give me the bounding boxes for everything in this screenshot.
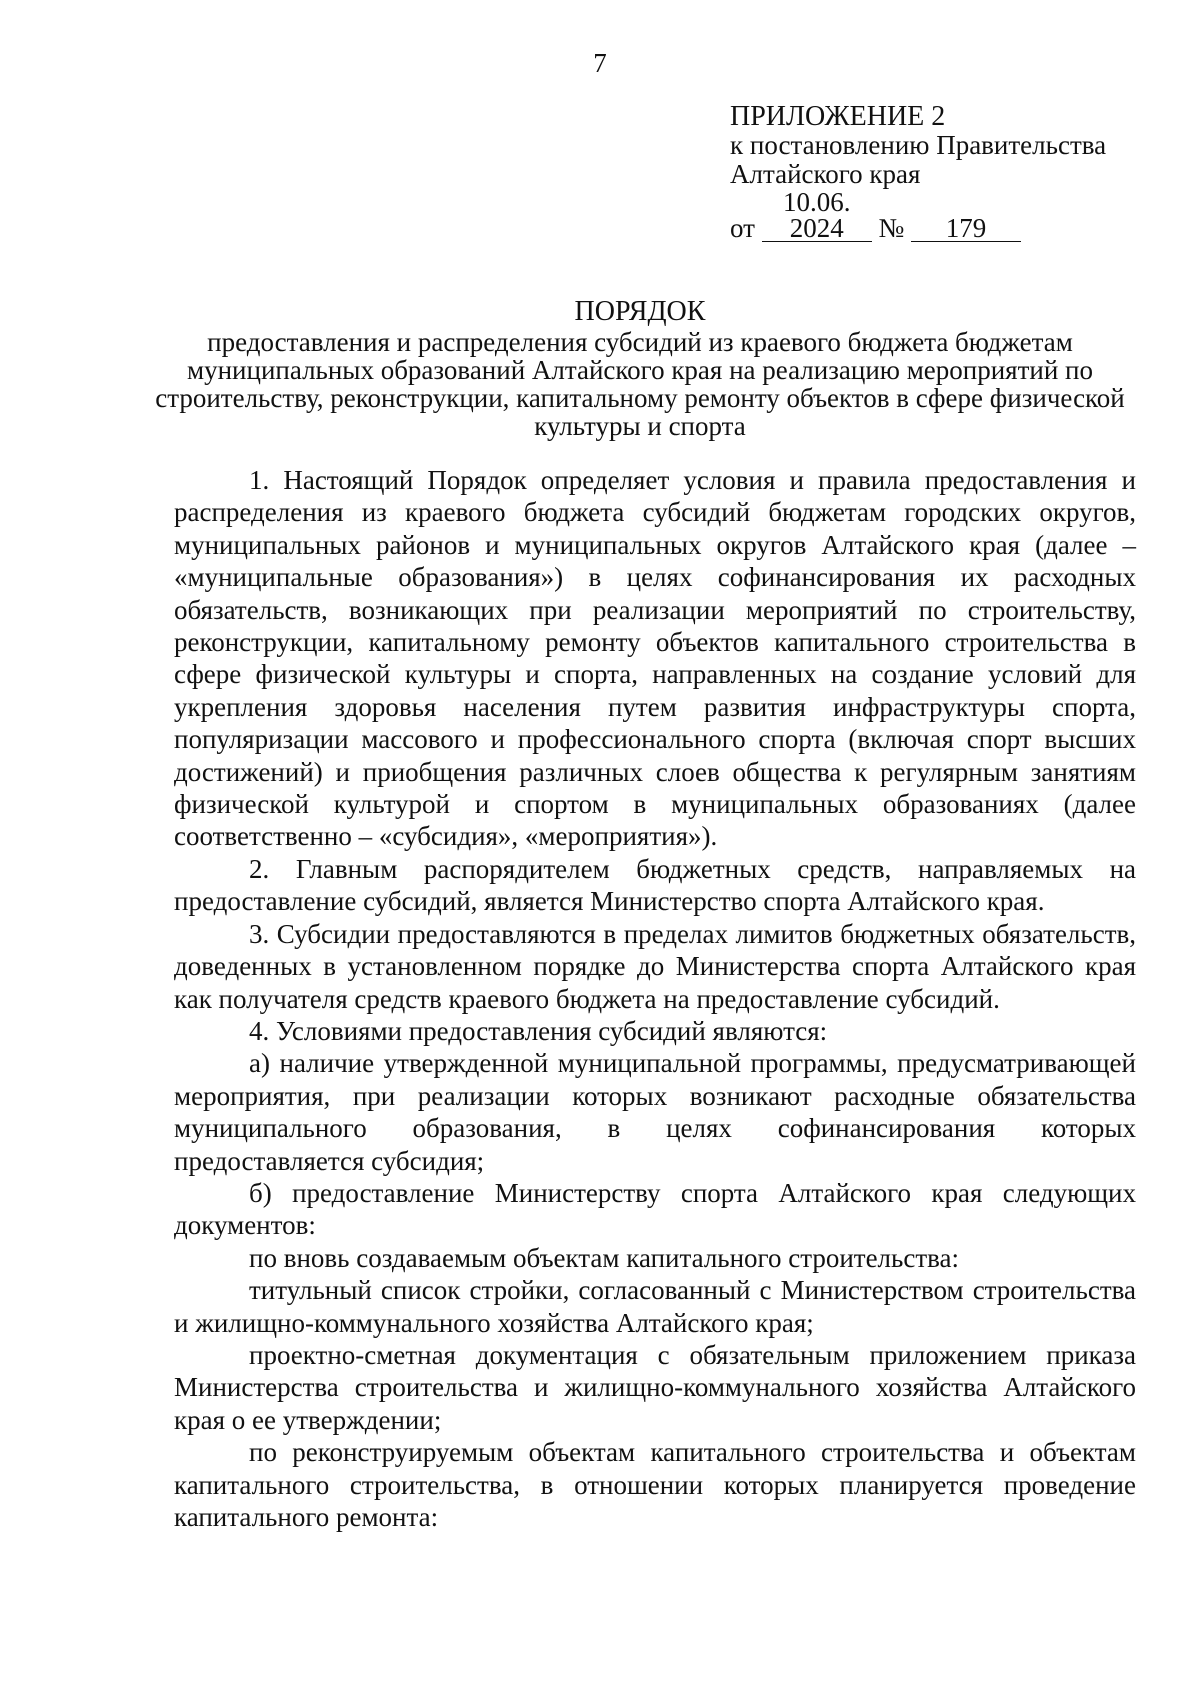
from-label: от bbox=[730, 213, 755, 243]
paragraph-1: 1. Настоящий Порядок определяет условия и правила предоставления и распределения из краевого бюджета субсидий бюджетам городских округов, муниципальных районов и муниципальных округов Алтайского края (далее – «муниципальные образования») в целях софинансирования их расходных обязательств, возникающих при реализации мероприятий по строительству, реконструкции, капитальному ремонту объектов капитального строительства в сфере физической культуры и спорта, направленных на создание условий для укрепления здоровья населения путем развития инфраструктуры спорта, популяризации массового и профессионального спорта (включая спорт высших достижений) и приобщения различных слоев общества к регулярным занятиям физической культурой и спортом в муниципальных образованиях (далее соответственно – «субсидия», «мероприятия»). bbox=[174, 465, 1136, 852]
paragraph-2: 2. Главным распорядителем бюджетных средств, направляемых на предоставление субсидий, является Министерство спорта Алтайского края. bbox=[174, 853, 1136, 917]
paragraph-new-objects: по вновь создаваемым объектам капитального строительства: bbox=[249, 1242, 960, 1273]
paragraph-4: 4. Условиями предоставления субсидий являются: bbox=[249, 1015, 828, 1046]
document-title-block bbox=[150, 298, 1130, 440]
resolution-number: 179 bbox=[911, 215, 1021, 242]
appendix-header bbox=[730, 102, 1170, 243]
number-sign: № bbox=[878, 213, 905, 243]
appendix-date-line bbox=[730, 189, 1170, 243]
page-number: 7 bbox=[593, 48, 607, 78]
paragraph-reconstructed-objects: по реконструируемым объектам капитального строительства и объектам капитального строительства, в отношении которых планируется проведение капитального ремонта: bbox=[174, 1437, 1136, 1532]
document-subtitle: предоставления и распределения субсидий из краевого бюджета бюджетам муниципальных образований Алтайского края на реализацию мероприятий по строительству, реконструкции, капитальному ремонту объектов в сфере физической культуры и спорта bbox=[155, 327, 1125, 441]
document-title: ПОРЯДОК bbox=[574, 296, 706, 327]
appendix-heading: ПРИЛОЖЕНИЕ 2 bbox=[730, 101, 946, 132]
paragraph-3: 3. Субсидии предоставляются в пределах лимитов бюджетных обязательств, доведенных в установленном порядке до Министерства спорта Алтайского края как получателя средств краевого бюджета на предоставление субсидий. bbox=[174, 918, 1136, 1014]
paragraph-4a: а) наличие утвержденной муниципальной программы, предусматривающей мероприятия, при реализации которых возникают расходные обязательства муниципального образования, в целях софинансирования которых предоставляется субсидия; bbox=[174, 1048, 1136, 1176]
resolution-date: 10.06. 2024 bbox=[762, 189, 872, 242]
paragraph-design-docs: проектно-сметная документация с обязательным приложением приказа Министерства строительства и жилищно-коммунального хозяйства Алтайского края о ее утверждении; bbox=[174, 1339, 1136, 1435]
paragraph-title-list: титульный список стройки, согласованный с Министерством строительства и жилищно-коммунального хозяйства Алтайского края; bbox=[174, 1275, 1136, 1338]
appendix-line-resolution: к постановлению Правительства bbox=[730, 130, 1107, 160]
appendix-line-region: Алтайского края bbox=[730, 159, 921, 189]
paragraph-4b: б) предоставление Министерству спорта Алтайского края следующих документов: bbox=[174, 1177, 1136, 1241]
document-body bbox=[174, 464, 1136, 1533]
